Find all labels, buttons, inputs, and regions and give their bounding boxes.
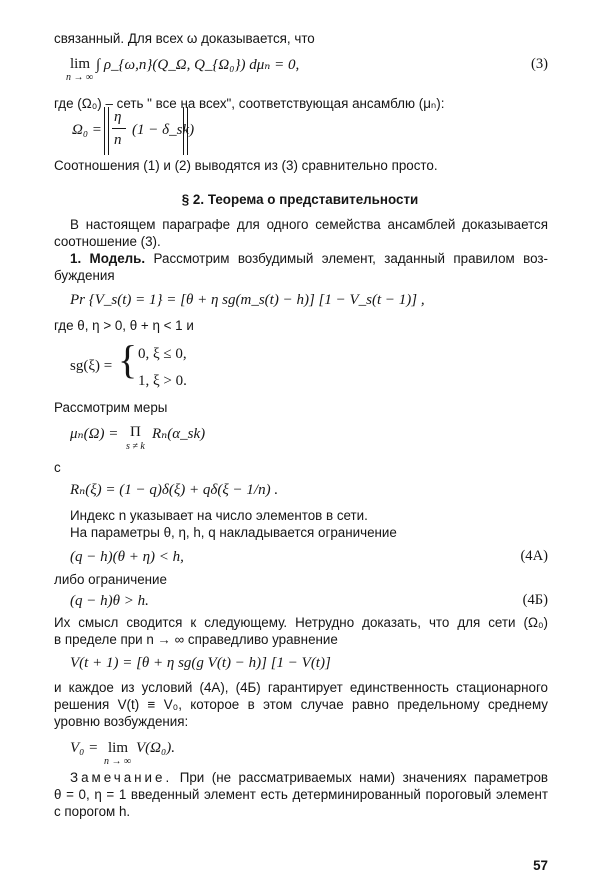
text-line: уровню возбуждения: xyxy=(54,714,189,729)
brace-icon: { xyxy=(118,337,138,382)
formula-mu-rhs: Rₙ(α_sk) xyxy=(152,426,206,442)
formula-mu-prod: Π xyxy=(130,424,141,440)
norm-bar-right xyxy=(183,107,184,155)
text-line: либо ограничение xyxy=(54,572,167,587)
formula-lim: lim xyxy=(70,56,91,72)
text-line xyxy=(70,250,548,268)
text-line: с порогом h. xyxy=(54,804,131,819)
formula-mu-lhs: μₙ(Ω) = xyxy=(70,426,119,442)
model-heading: 1. Модель. xyxy=(70,251,146,266)
formula-v0-sub: n → ∞ xyxy=(104,756,132,767)
formula-omega0-den: n xyxy=(114,132,122,148)
formula-omega0-lhs: Ω₀ = xyxy=(72,122,102,138)
formula-pr: Pr {V_s(t) = 1} = [θ + η sg(m_s(t) − h)] [1 − V_s(t − 1)] , xyxy=(70,292,425,308)
formula-v0-rhs: V(Ω₀). xyxy=(136,740,175,756)
text-line: буждения xyxy=(54,268,115,283)
text-line: На параметры θ, η, h, q накладывается ограничение xyxy=(70,525,397,540)
formula-omega0-rhs: (1 − δ_sk) xyxy=(132,122,195,138)
formula-v0-lim: lim xyxy=(108,740,129,756)
norm-bar-left xyxy=(104,107,105,155)
text-line: где θ, η > 0, θ + η < 1 и xyxy=(54,318,194,333)
formula-4a: (q − h)(θ + η) < h, xyxy=(70,549,184,565)
text-line: связанный. Для всех ω доказывается, что xyxy=(54,31,315,46)
fraction-line xyxy=(112,128,126,129)
norm-bar-left-2 xyxy=(108,107,109,155)
formula-mu-sub: s ≠ k xyxy=(126,441,145,452)
model-text: Рассмотрим возбудимый элемент, заданный правилом воз- xyxy=(145,251,548,266)
text-line: где (Ω₀) – сеть " все на всех", соответствующая ансамблю (μₙ): xyxy=(54,96,445,111)
text-line: Их смысл сводится к следующему. Нетрудно доказать, что для сети (Ω₀) xyxy=(54,615,548,630)
text-line: решения V(t) ≡ V₀, которое в этом случае равно предельному среднему xyxy=(54,697,548,712)
text-line: с xyxy=(54,460,61,475)
formula-v-eq: V(t + 1) = [θ + η sg(g V(t) − h)] [1 − V(t)] xyxy=(70,655,331,671)
formula-sg-case2: 1, ξ > 0. xyxy=(138,373,187,389)
text-line: В настоящем параграфе для одного семейства ансамблей доказывается xyxy=(70,217,548,232)
formula-rn: Rₙ(ξ) = (1 − q)δ(ξ) + qδ(ξ − 1/n) . xyxy=(70,482,279,498)
equation-number-4b: (4Б) xyxy=(522,592,548,608)
text-line: в пределе при n → ∞ справедливо уравнение xyxy=(54,632,338,647)
text-line: Рассмотрим меры xyxy=(54,400,168,415)
equation-number-4a: (4А) xyxy=(520,548,548,564)
norm-bar-right-2 xyxy=(187,107,188,155)
formula-4b: (q − h)θ > h. xyxy=(70,593,149,609)
formula-limit-eq: ∫ ρ_{ω,n}(Q_Ω, Q_{Ω₀}) dμₙ = 0, xyxy=(96,57,300,73)
page-number: 57 xyxy=(533,858,548,873)
remark-heading: Замечание. xyxy=(70,770,173,785)
formula-v0-lhs: V₀ = xyxy=(70,740,99,756)
text-line: Соотношения (1) и (2) выводятся из (3) сравнительно просто. xyxy=(54,158,438,173)
equation-number-3: (3) xyxy=(530,56,548,72)
formula-sg-case1: 0, ξ ≤ 0, xyxy=(138,346,187,362)
text-line: θ = 0, η = 1 введенный элемент есть детерминированный пороговый элемент xyxy=(54,787,548,802)
text-line: и каждое из условий (4А), (4Б) гарантирует единственность стационарного xyxy=(54,680,548,695)
text-line xyxy=(70,769,548,787)
remark-text: При (не рассматриваемых нами) значениях параметров xyxy=(172,770,548,785)
formula-omega0-num: η xyxy=(114,109,122,125)
text-line: Индекс n указывает на число элементов в сети. xyxy=(70,508,368,523)
section-title: § 2. Теорема о представительности xyxy=(181,192,419,207)
formula-lim-sub: n → ∞ xyxy=(66,72,94,83)
text-line: соотношение (3). xyxy=(54,234,161,249)
formula-sg-lhs: sg(ξ) = xyxy=(70,358,113,374)
